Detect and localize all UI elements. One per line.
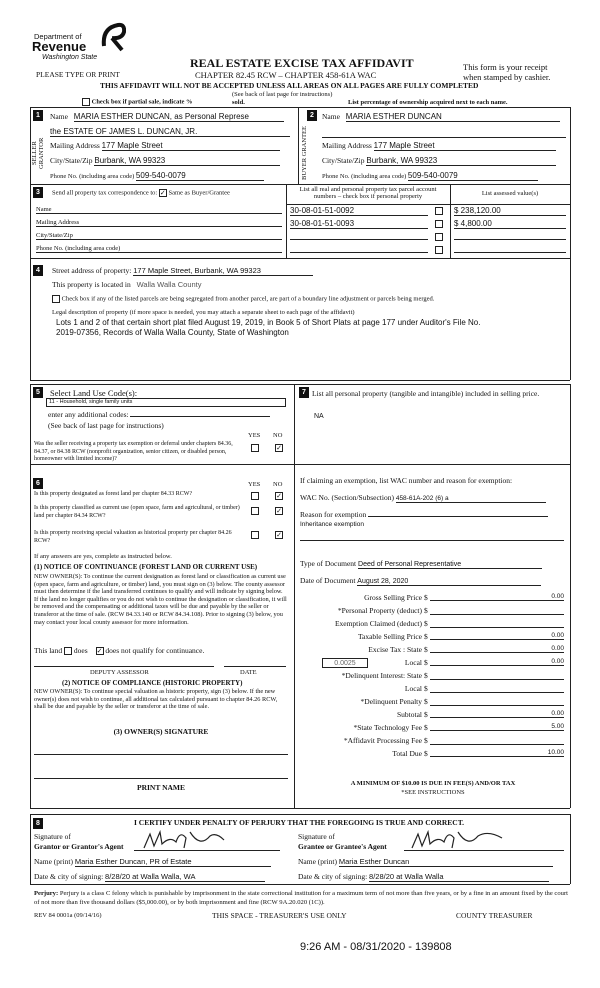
buyer-side-label: BUYER GRANTEE (301, 126, 308, 180)
calc-row (300, 684, 566, 697)
s5-exempt-no-checkbox[interactable]: ✓ (276, 444, 282, 452)
seller-city-label: City/State/Zip (50, 156, 93, 165)
grantor-agent-label: Grantor or Grantor's Agent (34, 842, 124, 851)
treasurer-use-only: THIS SPACE - TREASURER'S USE ONLY (212, 911, 347, 920)
assessor-date-line[interactable] (224, 666, 286, 667)
corr-name-label[interactable]: Name (36, 206, 282, 214)
seller-side-label: SELLER GRANTOR (31, 137, 45, 169)
dollar-sign: $ (424, 697, 428, 706)
send-correspondence-label: Send all property tax correspondence to: (52, 189, 158, 197)
land-use-code-select[interactable]: 11 - Household, single family units (46, 398, 286, 407)
buyer-city-label: City/State/Zip (322, 156, 365, 165)
section-3-number: 3 (33, 187, 43, 198)
calc-value[interactable] (430, 671, 564, 680)
exemption-question: Was the seller receiving a property tax exemption or deferral under chapters 84.36, 84.37, or 84.38 RCW (nonprofit organization, senior citizen, or disabled person, homeowner with limited income)? (34, 441, 233, 462)
does-checkbox[interactable] (64, 647, 72, 655)
receipt-line2: when stamped by cashier. (463, 72, 551, 82)
parcel-value-4[interactable] (454, 252, 566, 253)
certify-statement: I CERTIFY UNDER PENALTY OF PERJURY THAT THE FOREGOING IS TRUE AND CORRECT. (134, 818, 465, 827)
wac-number-label: WAC No. (Section/Subsection) (300, 493, 394, 502)
historic-question: Is this property receiving special valuation as historical property per chapter 84.26 RCW? (34, 530, 232, 544)
buyer-address-label: Mailing Address (322, 141, 372, 150)
calc-row (300, 632, 566, 645)
calc-value[interactable]: 5.00 (430, 723, 564, 731)
street-address-label: Street address of property: (52, 266, 132, 275)
receipt-line1: This form is your receipt (463, 62, 548, 72)
buyer-phone-field[interactable]: 509-540-0079 (408, 171, 538, 181)
segregated-checkbox[interactable] (52, 295, 60, 303)
personal-property-label: List all personal property (tangible and intangible) included in selling price. (312, 389, 540, 398)
calc-row (300, 710, 566, 723)
section-4-number: 4 (33, 265, 43, 276)
county-treasurer: COUNTY TREASURER (456, 911, 533, 920)
forest-yes-checkbox[interactable] (251, 492, 259, 500)
grantee-sig-of: Signature of (298, 832, 335, 841)
calc-label: Taxable Selling Price (357, 632, 422, 641)
print-name-label: PRINT NAME (137, 783, 185, 792)
calc-label: Excise Tax : State (368, 645, 422, 654)
personal-property-field[interactable]: NA (314, 413, 324, 420)
calc-label: *Delinquent Interest: State (341, 671, 422, 680)
corr-phone-label[interactable]: Phone No. (including area code) (36, 245, 282, 253)
parcel-1-personal-checkbox[interactable] (435, 207, 443, 215)
if-yes-note: If any answers are yes, complete as instructed below. (34, 553, 172, 560)
historic-no-checkbox[interactable]: ✓ (276, 531, 282, 539)
calc-value[interactable]: 0.00 (430, 645, 564, 653)
calc-value[interactable]: 10.00 (430, 749, 564, 757)
calc-row (300, 606, 566, 619)
assessor-date-label: DATE (240, 669, 257, 676)
grantee-agent-label: Grantee or Grantee's Agent (298, 842, 387, 851)
parcel-number-3[interactable] (290, 239, 428, 240)
dollar-sign: $ (424, 658, 428, 667)
seller-name-row (50, 112, 290, 122)
section-7-number: 7 (299, 387, 309, 398)
section-1-number: 1 (33, 110, 43, 121)
section-2-number: 2 (307, 110, 317, 121)
seller-phone-label: Phone No. (including area code) (50, 173, 135, 180)
calc-label: Subtotal (396, 710, 422, 719)
calc-value[interactable]: 0.00 (430, 658, 564, 666)
doc-type-label: Type of Document (300, 559, 357, 568)
grantor-name-print-label: Name (print) (34, 857, 73, 866)
calc-row (300, 736, 566, 749)
buyer-phone-label: Phone No. (including area code) (322, 173, 407, 180)
legal-description-label: Legal description of property (if more space is needed, you may attach a separate sheet to each page of the affidavit) (52, 309, 355, 316)
dollar-sign: $ (424, 736, 428, 745)
continuance-body: NEW OWNER(S): To continue the current designation as forest land or classification as current use (open space, farm and agriculture, or timber) land, you must sign on (3) below. The county assessor must then determine if the land transferred continues to qualify and will indicate by signing below. If the land no longer qualifies or you do not wish to continue the designation or classification, it will be removed and the compensating or additional taxes will be due and payable by the seller or transferor at the time of sale. (RCW 84.33.140 or RCW 84.34.108). Prior to signing (3) below, you may contact your local county assessor for more information. (34, 573, 287, 626)
calc-row (300, 645, 566, 658)
calc-label: Local (404, 684, 422, 693)
seller-city-field[interactable]: Burbank, WA 99323 (94, 156, 280, 166)
additional-codes-field[interactable] (130, 416, 270, 417)
calc-label: *Affidavit Processing Fee (343, 736, 422, 745)
s5-exempt-yes-checkbox[interactable] (251, 444, 259, 452)
treasurer-stamp: 9:26 AM - 08/31/2020 - 139808 (300, 941, 452, 953)
calc-value[interactable]: 0.00 (430, 710, 564, 718)
dollar-sign: $ (424, 619, 428, 628)
doc-date-label: Date of Document (300, 576, 356, 585)
buyer-address-field[interactable]: 177 Maple Street (374, 141, 556, 151)
county-field[interactable]: Walla Walla County (136, 280, 202, 289)
calc-row (300, 593, 566, 606)
calc-label: *Delinquent Penalty (360, 697, 422, 706)
calc-label: Exemption Claimed (deduct) (334, 619, 422, 628)
historic-yes-checkbox[interactable] (251, 531, 259, 539)
compliance-title: (2) NOTICE OF COMPLIANCE (HISTORIC PROPERTY) (62, 679, 243, 687)
perjury-label: Perjury: (34, 890, 59, 897)
dept-line2: Revenue (32, 39, 87, 54)
dollar-sign: $ (424, 593, 428, 602)
dollar-sign: $ (424, 606, 428, 615)
perjury-notice (34, 890, 570, 907)
calc-label: *Personal Property (deduct) (337, 606, 422, 615)
see-back-header: (See back of last page for instructions) (232, 91, 333, 98)
corr-city-label[interactable]: City/State/Zip (36, 232, 282, 240)
qualify-label: qualify for continuance. (132, 646, 205, 655)
current-use-no-checkbox[interactable]: ✓ (276, 507, 282, 515)
this-land-label: This land (34, 646, 63, 655)
grantor-signature-icon (140, 828, 230, 852)
calc-row (300, 619, 566, 632)
parcel-number-4[interactable] (290, 252, 428, 253)
deputy-assessor-line[interactable] (34, 666, 214, 667)
s6-yes-header: YES (248, 481, 261, 488)
doc-date-field[interactable]: August 28, 2020 (357, 578, 541, 586)
segregated-label: Check box if any of the listed parcels are being segregated from another parcel, are part of a boundary line adjustment or parcels being merged. (61, 295, 435, 303)
legal-description-line1[interactable]: Lots 1 and 2 of that certain short plat filed August 19, 2019, in Book 5 of Short Plats at page 177 under Auditor's File No. (56, 318, 481, 327)
perjury-text: Perjury is a class C felony which is punishable by imprisonment in the state correctional institution for a maximum term of not more than five years, or by a fine in an amount fixed by the court of not more than five thousand dollars ($5,000.00), or by both imprisonment and fine (RCW 9A.20.020 (1C)). (34, 890, 568, 906)
form-notice: THIS AFFIDAVIT WILL NOT BE ACCEPTED UNLESS ALL AREAS ON ALL PAGES ARE FULLY COMPLETED (100, 81, 479, 90)
deputy-assessor-label: DEPUTY ASSESSOR (90, 669, 149, 676)
owner-signature-label: (3) OWNER(S) SIGNATURE (113, 727, 209, 736)
seller-address-field[interactable]: 177 Maple Street (102, 141, 280, 151)
calc-value[interactable]: 0.00 (430, 632, 564, 640)
local-rate-field[interactable]: 0.0025 (322, 658, 368, 668)
calc-row (300, 658, 566, 671)
partial-sale-label: Check box if partial sale, indicate % (91, 98, 193, 106)
partial-sale-checkbox[interactable] (82, 98, 90, 106)
corr-address-label[interactable]: Mailing Address (36, 219, 282, 227)
buyer-city-field[interactable]: Burbank, WA 99323 (366, 156, 556, 166)
dollar-sign: $ (424, 645, 428, 654)
reason-label: Reason for exemption (300, 510, 367, 519)
parcel-2-personal-checkbox[interactable] (435, 220, 443, 228)
calc-row (300, 749, 566, 762)
buyer-name-label: Name (322, 112, 340, 121)
seller-address-label: Mailing Address (50, 141, 100, 150)
dollar-sign: $ (424, 671, 428, 680)
calc-label: Local (404, 658, 422, 667)
calc-value[interactable]: 0.00 (430, 593, 564, 601)
parcel-value-1[interactable]: $ 238,120.00 (454, 206, 566, 216)
seller-name-label: Name (50, 112, 68, 121)
buyer-name-line-2 (322, 137, 566, 138)
form-chapter: CHAPTER 82.45 RCW – CHAPTER 458-61A WAC (195, 70, 377, 80)
please-type: PLEASE TYPE OR PRINT (36, 70, 120, 79)
county-label: This property is located in (52, 280, 131, 289)
s5-no-header: NO (273, 432, 283, 439)
section-6-number: 6 (33, 478, 43, 489)
reason-line-2[interactable] (300, 540, 564, 541)
continuance-title: (1) NOTICE OF CONTINUANCE (FOREST LAND OR CURRENT USE) (34, 563, 258, 571)
calc-row (300, 671, 566, 684)
seller-phone-field[interactable]: 509-540-0079 (136, 171, 264, 181)
grantor-sig-of: Signature of (34, 832, 71, 841)
assessed-value-header: List assessed value(s) (481, 190, 539, 197)
current-use-yes-checkbox[interactable] (251, 507, 259, 515)
calc-value[interactable] (430, 619, 564, 628)
does-not-checkbox[interactable]: ✓ (96, 647, 103, 656)
grantee-signature-icon (408, 828, 508, 852)
sold-label: sold. (232, 99, 245, 106)
additional-codes-label: enter any additional codes: (48, 410, 129, 419)
calc-row (300, 723, 566, 736)
dept-line3: Washington State (42, 54, 98, 61)
section-8-number: 8 (33, 818, 43, 829)
claim-exemption-label: If claiming an exemption, list WAC number and reason for exemption: (300, 476, 513, 485)
parcel-value-2[interactable]: $ 4,800.00 (454, 219, 566, 229)
compliance-body: NEW OWNER(S): To continue special valuation as historic property, sign (3) below. If the new owner(s) does not wish to continue, all additional tax calculated pursuant to chapter 84.26 RCW, shall be due and payable by the seller or transferor at the time of sale. (34, 688, 278, 711)
does-not-label: does not (105, 646, 131, 655)
calc-label: *State Technology Fee (353, 723, 422, 732)
dollar-sign: $ (424, 684, 428, 693)
owner-signature-line[interactable] (34, 754, 288, 755)
reason-field[interactable]: Inheritance exemption (300, 521, 364, 528)
doc-type-field[interactable]: Deed of Personal Representative (358, 561, 542, 569)
tax-calc-table (300, 593, 566, 762)
revenue-logo-icon (100, 22, 126, 52)
calc-value[interactable] (430, 697, 564, 706)
parcel-value-3[interactable] (454, 239, 566, 240)
calc-row (300, 697, 566, 710)
dollar-sign: $ (424, 632, 428, 641)
dollar-sign: $ (424, 749, 428, 758)
legal-description-line2[interactable]: 2019-07356, Records of Walla Walla County, State of Washington (56, 328, 289, 337)
seller-name-1[interactable]: MARIA ESTHER DUNCAN, as Personal Represe (74, 112, 284, 122)
grantor-date-field[interactable]: 8/28/20 at Walla Walla, WA (105, 872, 265, 882)
parcel-4-personal-checkbox[interactable] (435, 246, 443, 254)
calc-value[interactable] (430, 684, 564, 693)
dept-logo (30, 22, 130, 64)
calc-value[interactable] (430, 606, 564, 615)
ownership-pct-label: List percentage of ownership acquired next to each name. (348, 99, 508, 106)
parcel-number-1[interactable]: 30-08-01-51-0092 (290, 206, 428, 216)
print-name-line[interactable] (34, 778, 288, 779)
forest-no-checkbox[interactable]: ✓ (276, 492, 282, 500)
land-use-label: Select Land Use Code(s): (50, 388, 138, 398)
calc-label: Total Due (392, 749, 422, 758)
s5-yes-header: YES (248, 432, 261, 439)
current-use-question: Is this property classified as current use (open space, farm and agricultural, or timber) land per chapter 84.34 RCW? (34, 505, 240, 519)
street-address-field[interactable]: 177 Maple Street, Burbank, WA 99323 (133, 266, 313, 276)
grantor-date-label: Date & city of signing: (34, 872, 104, 881)
s6-no-header: NO (273, 481, 283, 488)
grantee-name-print-label: Name (print) (298, 857, 337, 866)
forest-land-question: Is this property designated as forest land per chapter 84.33 RCW? (34, 491, 193, 497)
form-title: REAL ESTATE EXCISE TAX AFFIDAVIT (190, 56, 414, 70)
same-as-buyer-label: Same as Buyer/Grantee (168, 189, 230, 197)
grantee-name-field[interactable]: Maria Esther Duncan (339, 857, 553, 867)
reason-line[interactable] (368, 516, 548, 517)
buyer-name-field[interactable]: MARIA ESTHER DUNCAN (346, 112, 560, 122)
dollar-sign: $ (424, 710, 428, 719)
form-revision: REV 84 0001a (09/14/16) (34, 912, 102, 919)
same-as-buyer-checkbox[interactable]: ✓ (159, 189, 166, 197)
grantor-name-field[interactable]: Maria Esther Duncan, PR of Estate (75, 857, 271, 867)
land-use-see-back: (See back of last page for instructions) (48, 421, 164, 430)
section-5-number: 5 (33, 387, 43, 398)
minimum-due-note: A MINIMUM OF $10.00 IS DUE IN FEE(S) AND/OR TAX (350, 780, 516, 787)
see-instructions-note: *SEE INSTRUCTIONS (401, 789, 465, 796)
does-label: does (73, 646, 88, 655)
grantee-date-label: Date & city of signing: (298, 872, 368, 881)
dollar-sign: $ (424, 723, 428, 732)
grantee-date-field[interactable]: 8/28/20 at Walla Walla (369, 872, 549, 882)
wac-number-field[interactable]: 458-61A-202 (6) a (396, 495, 546, 503)
parcel-number-2[interactable]: 30-08-01-51-0093 (290, 219, 428, 229)
parcel-3-personal-checkbox[interactable] (435, 233, 443, 241)
dept-line1: Department of (34, 32, 82, 41)
calc-label: Gross Selling Price (364, 593, 422, 602)
parcel-list-header: List all real and personal property tax parcel account numbers – check box if personal property (299, 186, 437, 200)
calc-value[interactable] (430, 736, 564, 745)
seller-name-2[interactable]: the ESTATE OF JAMES L. DUNCAN, JR. (50, 127, 290, 137)
